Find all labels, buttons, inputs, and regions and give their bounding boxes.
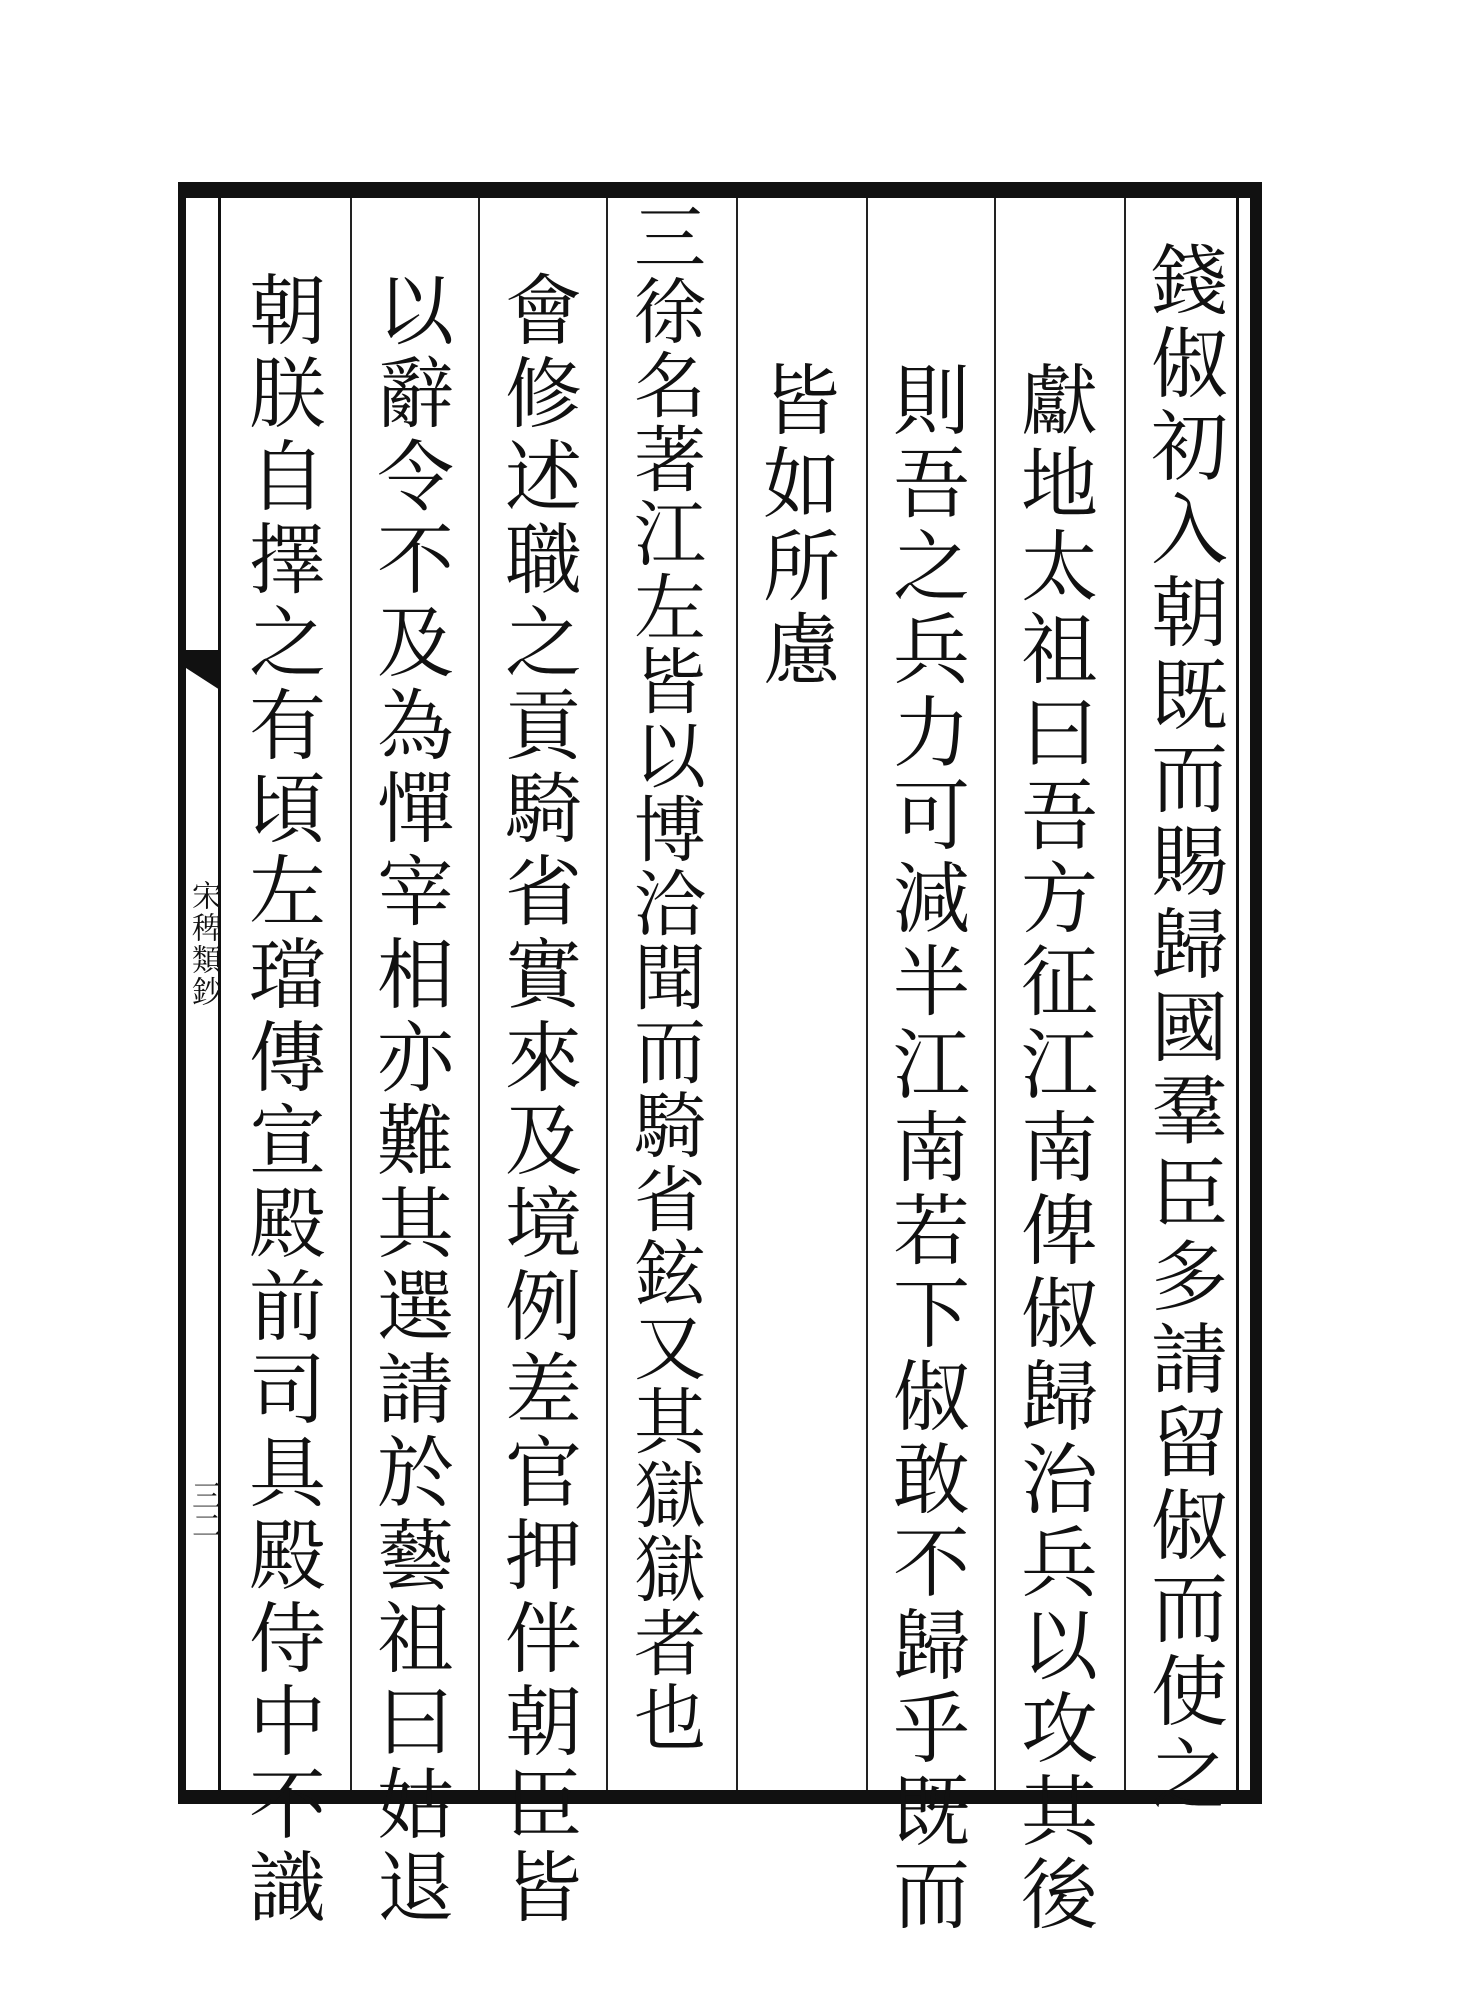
column-rule xyxy=(736,198,738,1790)
frame-right-inner-border xyxy=(1236,198,1239,1790)
column-rule xyxy=(994,198,996,1790)
column-rule xyxy=(606,198,608,1790)
frame-left-border xyxy=(178,182,186,1804)
text-column-2: 獻地太祖曰吾方征江南俾俶歸治兵以攻其後 xyxy=(1008,360,1097,1937)
frame-bottom-border xyxy=(178,1790,1260,1804)
text-column-9: 朝朕自擇之有頃左璫傳宣殿前司具殿侍中不識 xyxy=(236,270,325,1930)
column-rule xyxy=(1124,198,1126,1790)
fold-page-number: 三二 xyxy=(186,1480,221,1540)
column-rule xyxy=(350,198,352,1790)
text-column-4: 皆如所慮 xyxy=(750,360,839,692)
frame-right-border xyxy=(1250,182,1262,1804)
text-column-3: 則吾之兵力可減半江南若下俶敢不歸乎既而 xyxy=(880,360,969,1937)
text-column-7: 會修述職之貢騎省實來及境例差官押伴朝臣皆 xyxy=(492,270,581,1930)
text-column-8: 以辭令不及為憚宰相亦難其選請於藝祖曰姑退 xyxy=(364,270,453,1930)
text-column-1: 錢俶初入朝既而賜歸國羣臣多請留俶而使之 xyxy=(1138,240,1227,1817)
column-rule xyxy=(478,198,480,1790)
frame-top-border xyxy=(178,182,1260,198)
fold-book-title: 宋稗類鈔 xyxy=(186,880,221,1008)
text-column-6: 三徐名著江左皆以博洽聞而騎省鉉又其獄獄者也 xyxy=(622,200,706,1754)
column-rule xyxy=(866,198,868,1790)
